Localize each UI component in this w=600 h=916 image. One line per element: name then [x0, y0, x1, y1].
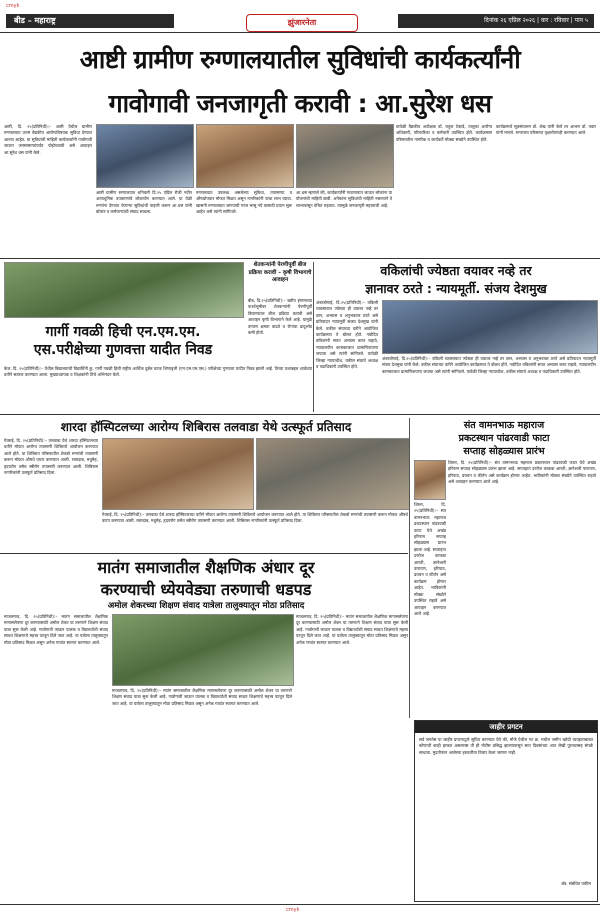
section-label: बीड – महाराष्ट्र	[6, 14, 174, 28]
lead-text-col3: रुग्णालयात उपलब्ध असलेल्या सुविधा, तपासण्या व औषधोपचार मोफत मिळत असून नागरिकांनी याचा लाभ घ्यावा. खासगी रुग्णालयात जाण्याची गरज भासू नये यासाठी प्रयत्न सुरू आहेत असे त्यांनी सांगितले.	[196, 190, 292, 215]
date-line: दिनांक २६ एप्रिल २०२६ | वार : रविवार | पान ५	[398, 14, 594, 28]
agri-headline: शेतकऱ्यांनी पेरणीपूर्वी बीज प्रक्रिया करावी – कृषी विभागाचे आवाहन	[248, 262, 312, 283]
matang-headline-line1: मातंग समाजातील शैक्षणिक अंधार दूर	[97, 558, 315, 577]
matang-text-3: माजलगाव, दि. २५(प्रतिनिधी):– मातंग समाजातील शैक्षणिक मागासलेपणा दूर करण्यासाठी अमोल शेकर या तरुणाने शिक्षण संवाद यात्रा सुरू केली आहे. गावोगावी जाऊन पालक व विद्यार्थ्यांशी संवाद साधत शिक्षणाचे महत्त्व पटवून दिले जात आहे. या यात्रेला तालुक्यातून मोठा प्रतिसाद मिळत असून अनेक गावांत स्वागत करण्यात आले.	[112, 688, 292, 706]
matang-text: माजलगाव, दि. २५(प्रतिनिधी):– मातंग समाजातील शैक्षणिक मागासलेपणा दूर करण्यासाठी अमोल शेकर या तरुणाने शिक्षण संवाद यात्रा सुरू केली आहे. गावोगावी जाऊन पालक व विद्यार्थ्यांशी संवाद साधत शिक्षणाचे महत्त्व पटवून दिले जात आहे. या यात्रेला तालुक्यातून मोठा प्रतिसाद मिळत असून अनेक गावांत स्वागत करण्यात आले.	[4, 614, 108, 645]
header-rule	[0, 32, 600, 33]
matang-headline-line2: करण्याची ध्येयवेड्या तरुणाची धडपड	[100, 580, 312, 599]
lead-photo-2	[196, 124, 294, 188]
sharda-text: गेवराई, दि. २५(प्रतिनिधी):– तलवाडा येथे शारदा हॉस्पिटलच्या वतीने मोफत आरोग्य तपासणी शिबिराचे आयोजन करण्यात आले होते. या शिबिरात परिसरातील शेकडो रुग्णांची तपासणी करून मोफत औषधे वाटप करण्यात आली. रक्तदाब, मधुमेह, हृदयरोग तसेच स्त्रीरोग तपासणी करण्यात आली. शिबिरास नागरिकांनी उत्स्फूर्त प्रतिसाद दिला.	[4, 438, 98, 476]
cmyk-mark-bottom: cmyk	[286, 907, 300, 913]
matang-photo	[112, 614, 294, 686]
judge-text: अंबाजोगाई, दि.२५(प्रतिनिधी):– वकिली व्यवसायात ज्येष्ठता ही वयावर नव्हे तर ज्ञान, अभ्यास व अनुभवावर ठरते असे प्रतिपादन न्यायमूर्ती संजय देशमुख यांनी केले. वकील संघाच्या वतीने आयोजित कार्यक्रमात ते बोलत होते. नवोदित वकिलांनी सतत अभ्यास करत राहावे, न्यायालयीन कामकाजात प्रामाणिकपणा जपावा असे त्यांनी सांगितले. यावेळी जिल्हा न्यायाधीश, वकील संघाचे अध्यक्ष व पदाधिकारी उपस्थित होते.	[316, 300, 378, 370]
mid-rule	[0, 414, 600, 415]
sharda-photo-2	[256, 438, 410, 510]
lead-text-col2: आष्टी ग्रामीण रुग्णालयात शनिवारी दि.२५ एप्रिल रोजी नवीन अत्याधुनिक उपकरणांचे लोकार्पण करण्यात आले. या वेळी रुग्णांना देण्यात येणाऱ्या सुविधांची पाहणी करून आ.धस यांनी डॉक्टर व कर्मचाऱ्यांशी संवाद साधला.	[96, 190, 192, 215]
sharda-text-2: गेवराई, दि. २५(प्रतिनिधी):– तलवाडा येथे शारदा हॉस्पिटलच्या वतीने मोफत आरोग्य तपासणी शिबिराचे आयोजन करण्यात आले होते. या शिबिरात परिसरातील शेकडो रुग्णांची तपासणी करून मोफत औषधे वाटप करण्यात आली. रक्तदाब, मधुमेह, हृदयरोग तसेच स्त्रीरोग तपासणी करण्यात आली. शिबिरास नागरिकांनी उत्स्फूर्त प्रतिसाद दिला.	[102, 512, 408, 524]
lead-text-col4: आ.धस म्हणाले की, कार्यकर्त्यांनी गावागावांत जाऊन लोकांना या योजनांची माहिती द्यावी. अनेकांना सुविधांची माहिती नसल्याने ते लाभापासून वंचित राहतात. त्यामुळे जनजागृती महत्त्वाची आहे.	[296, 190, 392, 208]
judge-text-2: अंबाजोगाई, दि.२५(प्रतिनिधी):– वकिली व्यवसायात ज्येष्ठता ही वयावर नव्हे तर ज्ञान, अभ्यास व अनुभवावर ठरते असे प्रतिपादन न्यायमूर्ती संजय देशमुख यांनी केले. वकील संघाच्या वतीने आयोजित कार्यक्रमात ते बोलत होते. नवोदित वकिलांनी सतत अभ्यास करत राहावे, न्यायालयीन कामकाजात प्रामाणिकपणा जपावा असे त्यांनी सांगितले. यावेळी जिल्हा न्यायाधीश, वकील संघाचे अध्यक्ष व पदाधिकारी उपस्थित होते.	[382, 356, 596, 374]
judge-headline-line2: ज्ञानावर ठरते : न्यायमूर्ती. संजय देशमुख	[365, 281, 547, 296]
sharda-photo-1	[102, 438, 254, 510]
notice-title: जाहीर प्रगटन	[415, 721, 597, 733]
sant-text-side: शिरूर, दि. २५(प्रतिनिधी):– संत वामनभाऊ महाराज प्रकटस्थान पांढरवाडी फाटा येथे अखंड हरिनाम सप्ताह सोहळ्यास प्रारंभ झाला आहे. सप्ताहात दररोज काकडा आरती, ज्ञानेश्वरी पारायण, हरिपाठ, प्रवचन व कीर्तन असे कार्यक्रम होणार आहेत. भाविकांनी मोठ्या संख्येने उपस्थित राहावे असे आवाहन करण्यात आले आहे.	[414, 502, 446, 616]
notice-signature: अ‍ॅड. संबंधित वकील	[560, 881, 591, 886]
masthead: झुंजारनेता	[246, 14, 358, 32]
lead-headline-line2: गावोगावी जनजागृती करावी : आ.सुरेश धस	[108, 89, 492, 118]
judge-photo	[382, 300, 598, 354]
footer-rule	[0, 904, 600, 905]
public-notice	[414, 720, 598, 902]
right-column-divider	[409, 418, 410, 718]
lower-rule	[0, 553, 408, 554]
notice-text: सर्व जनतेस या जाहीर प्रगटनाद्वारे सूचित करण्यात येते की, मौजे येथील गट क्र. मधील जमीन खरेदी व्यवहाराबाबत कोणाची काही हरकत असल्यास ती ही नोटीस प्रसिद्ध झाल्यापासून सात दिवसांच्या आत लेखी पुराव्यासह संपर्क साधावा. मुदतीनंतर आलेल्या हरकतींचा विचार केला जाणार नाही.	[419, 737, 593, 755]
column-divider	[313, 262, 314, 412]
lead-headline-line1: आष्टी ग्रामीण रुग्णालयातील सुविधांची कार्यकर्त्यांनी	[79, 45, 521, 74]
gargi-text: केज, दि. २५(प्रतिनिधी):– येथील विद्यालयाची विद्यार्थिनी कु. गार्गी गवळी हिची राष्ट्रीय आर्थिक दुर्बल घटक शिष्यवृत्ती (एन.एम.एम.एस.) परीक्षेच्या गुणवत्ता यादीत निवड झाली आहे. तिच्या यशाबद्दल शाळेच्या वतीने सत्कार करण्यात आला. मुख्याध्यापक व शिक्षकांनी तिचे अभिनंदन केले.	[4, 366, 312, 378]
lead-text-col6: कार्यक्रमाचे सूत्रसंचालन डॉ. शेख यांनी केले तर आभार डॉ. पवार यांनी मानले. रुग्णालय परिसरात वृक्षारोपणही करण्यात आले.	[496, 124, 596, 136]
lead-text-col5: यावेळी वैद्यकीय अधीक्षक डॉ. राहुल टेकाडे, तालुका आरोग्य अधिकारी, परिचारिका व कर्मचारी उपस्थित होते. कार्यक्रमास परिसरातील नागरिक व कार्यकर्ते मोठ्या संख्येने उपस्थित होते.	[396, 124, 492, 142]
gargi-photo	[4, 262, 244, 318]
sharda-headline: शारदा हॉस्पिटलच्या आरोग्य शिबिरास तलवाडा येथे उत्स्फूर्त प्रतिसाद	[60, 420, 352, 434]
cmyk-mark-top: cmyk	[6, 3, 20, 9]
gargi-headline-line1: गार्गी गवळी हिची एन.एम.एम.	[45, 324, 201, 340]
sant-text: शिरूर, दि. २५(प्रतिनिधी):– संत वामनभाऊ महाराज प्रकटस्थान पांढरवाडी फाटा येथे अखंड हरिनाम सप्ताह सोहळ्यास प्रारंभ झाला आहे. सप्ताहात दररोज काकडा आरती, ज्ञानेश्वरी पारायण, हरिपाठ, प्रवचन व कीर्तन असे कार्यक्रम होणार आहेत. भाविकांनी मोठ्या संख्येने उपस्थित राहावे असे आवाहन करण्यात आले आहे.	[448, 460, 596, 485]
sant-headline-line1: संत वामनभाऊ महाराज	[463, 420, 545, 431]
gargi-headline-line2: एस.परीक्षेच्या गुणवत्ता यादीत निवड	[33, 342, 213, 358]
lead-text-col1: आष्टी, दि. २५(प्रतिनिधी):– आष्टी येथील ग्रामीण रुग्णालयात उत्तम वैद्यकीय आरोग्यविषयक सुविधा देण्यात आल्या आहेत. या सुविधांची माहिती कार्यकर्त्यांनी गावोगावी जाऊन जनसामान्यांपर्यंत पोहोचवावी असे आवाहन आ.सुरेश धस यांनी केले.	[4, 124, 92, 155]
sant-headline-line3: सप्ताह सोहळ्यास प्रारंभ	[463, 446, 545, 457]
sant-headline-line2: प्रकटस्थान पांढरवाडी फाटा	[458, 433, 550, 444]
lead-photo-1	[96, 124, 194, 188]
lead-photo-3	[296, 124, 394, 188]
judge-headline-line1: वकिलांची ज्येष्ठता वयावर नव्हे तर	[380, 263, 532, 278]
matang-subhead: अमोल शेकरच्या शिक्षण संवाद यात्रेला तालुक्यातून मोठा प्रतिसाद	[107, 601, 305, 611]
lead-rule	[0, 258, 600, 259]
sant-portrait	[414, 460, 446, 500]
agri-text: बीड, दि.२५(प्रतिनिधी):– खरीप हंगामाच्या पार्श्वभूमीवर शेतकऱ्यांनी पेरणीपूर्वी बियाण्यांवर बीज प्रक्रिया करावी असे आवाहन कृषी विभागाने केले आहे. यामुळे उगवण क्षमता वाढते व रोगांचा प्रादुर्भाव कमी होतो.	[248, 298, 312, 336]
matang-text-2: माजलगाव, दि. २५(प्रतिनिधी):– मातंग समाजातील शैक्षणिक मागासलेपणा दूर करण्यासाठी अमोल शेकर या तरुणाने शिक्षण संवाद यात्रा सुरू केली आहे. गावोगावी जाऊन पालक व विद्यार्थ्यांशी संवाद साधत शिक्षणाचे महत्त्व पटवून दिले जात आहे. या यात्रेला तालुक्यातून मोठा प्रतिसाद मिळत असून अनेक गावांत स्वागत करण्यात आले.	[296, 614, 408, 645]
